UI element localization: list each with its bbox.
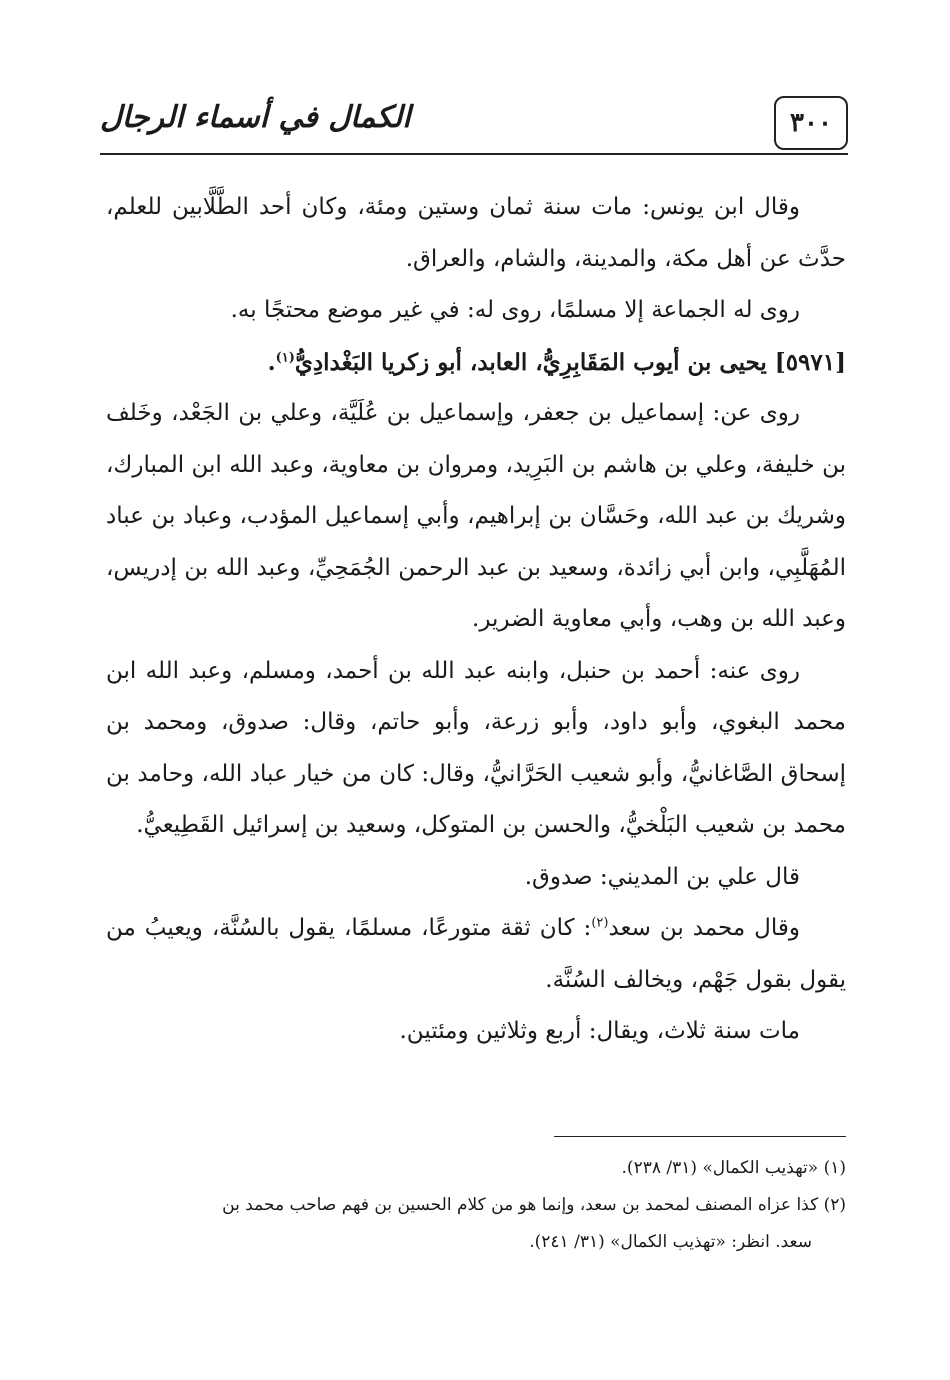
ibn-saad-text-b: : كان ثقة متورعًا، مسلمًا، يقول بالسُنَّة، ويعيبُ من يقول بقول جَهْم، ويخالف السُنَّة. (106, 915, 846, 993)
page-number: ٣٠٠ (774, 96, 848, 150)
footnote-2-line-1: (٢) كذا عزاه المصنف لمحمد بن سعد، وإنما هو من كلام الحسين بن فهم صاحب محمد بن (222, 1195, 846, 1215)
book-title: الكمال في أسماء الرجال (100, 100, 411, 135)
ibn-saad-text-a: وقال محمد بن سعد (608, 915, 800, 941)
paragraph-ibn-yunus: وقال ابن يونس: مات سنة ثمان وستين ومئة، وكان أحد الطَّلَّابين للعلم، حدَّث عن أهل مكة، والمدينة، والشام، والعراق. (106, 194, 846, 272)
paragraph-ibn-saad (106, 903, 846, 1006)
footnote-2-line-2: سعد. انظر: «تهذيب الكمال» (٣١/ ٢٤١). (529, 1232, 812, 1252)
entry-heading: [٥٩٧١] يحيى بن أيوب المَقَابِرِيُّ، العابد، أبو زكريا البَغْدادِيُّ$^{(١)}$. (267, 348, 846, 376)
paragraph-death: مات سنة ثلاث، ويقال: أربع وثلاثين ومئتين. (399, 1018, 800, 1044)
footnotes (104, 1150, 846, 1261)
paragraph-narrated-from: روى عن: إسماعيل بن جعفر، وإسماعيل بن عُلَيَّة، وعلي بن الجَعْد، وخَلف بن خليفة، وعلي بن هاشم بن البَرِيد، ومروان بن معاوية، وعبد الله ابن المبارك، وشريك بن عبد الله، وحَسَّان بن إبراهيم، وأبي إسماعيل المؤدب، وعباد بن عباد المُهَلَّبِي، وابن أبي زائدة، وسعيد بن عبد الرحمن الجُمَحِيِّ، وعبد الله بن إدريس، وعبد الله بن وهب، وأبي معاوية الضرير. (106, 400, 846, 632)
entry-number: [٥٩٧١] (774, 348, 846, 376)
footnote-marker-2: (٢) (591, 915, 609, 931)
page-header (100, 96, 848, 152)
footnote-rule (554, 1136, 846, 1137)
paragraph-jamaa: روى له الجماعة إلا مسلمًا، روى له: في غير موضع محتجًا به. (230, 297, 800, 323)
footnote-marker-1: (١) (275, 349, 295, 365)
entry-name: يحيى بن أيوب المَقَابِرِيُّ، العابد، أبو زكريا البَغْدادِيُّ (294, 348, 767, 376)
paragraph-narrated-by: روى عنه: أحمد بن حنبل، وابنه عبد الله بن أحمد، ومسلم، وعبد الله ابن محمد البغوي، وأبو داود، وأبو زرعة، وأبو حاتم، وقال: صدوق، ومحمد بن إسحاق الصَّاغانيُّ، وأبو شعيب الحَرَّانيُّ، وقال: كان من خيار عباد الله، وحامد بن محمد بن شعيب البَلْخيُّ، والحسن بن المتوكل، وسعيد بن إسرائيل القَطِيعيُّ. (106, 657, 846, 838)
main-text (106, 182, 846, 1058)
paragraph-ibn-madini: قال علي بن المديني: صدوق. (524, 863, 800, 890)
header-rule (100, 153, 848, 155)
footnote-1: (١) «تهذيب الكمال» (٣١/ ٢٣٨). (621, 1158, 846, 1178)
